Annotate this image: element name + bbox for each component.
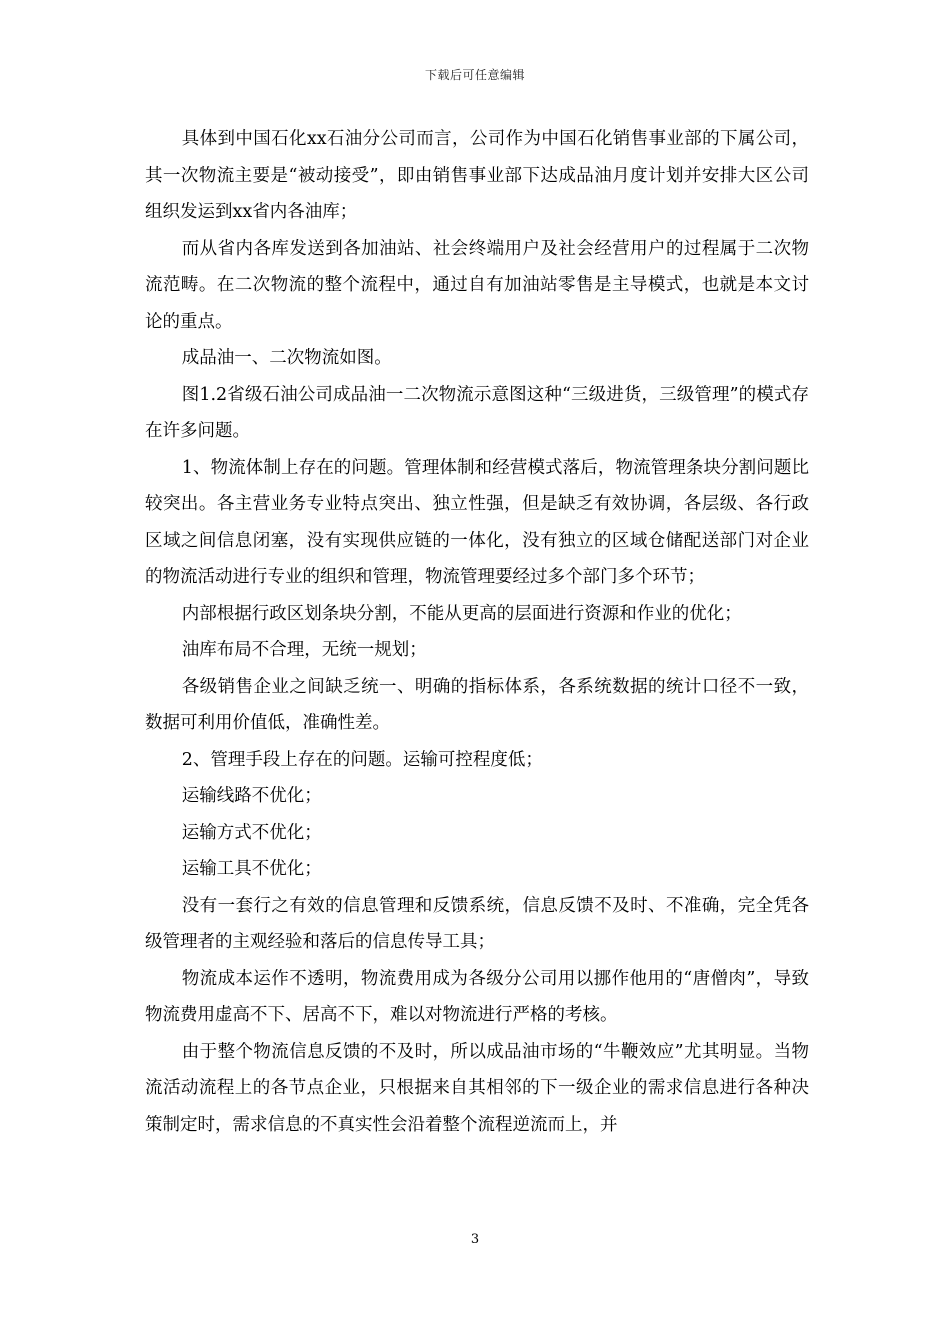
paragraph-13: 没有一套行之有效的信息管理和反馈系统，信息反馈不及时、不准确，完全凭各级管理者的主观经验和落后的信息传导工具； — [145, 895, 809, 952]
paragraph-11: 运输方式不优化； — [181, 822, 322, 843]
paragraph-7: 油库布局不合理，无统一规划； — [181, 640, 427, 660]
paragraph-3: 成品油一、二次物流如图。 — [181, 348, 392, 368]
paragraph-2: 而从省内各库发送到各加油站、社会终端用户及社会经营用户的过程属于二次物流范畴。在二次物流的整个流程中，通过自有加油站零售是主导模式，也就是本文讨论的重点。 — [145, 238, 809, 332]
paragraph-12: 运输工具不优化； — [181, 859, 322, 879]
paragraph-1: 具体到中国石化xx石油分公司而言，公司作为中国石化销售事业部的下属公司，其一次物流主要是“被动接受”，即由销售事业部下达成品油月度计划并安排大区公司组织发运到xx省内各油库； — [145, 129, 809, 222]
page-header-note: 下载后可任意编辑 — [424, 68, 525, 82]
paragraph-4: 图1.2省级石油公司成品油一二次物流示意图这种“三级进货，三级管理”的模式存在许多问题。 — [145, 384, 809, 441]
paragraph-14: 物流成本运作不透明，物流费用成为各级分公司用以挪作他用的“唐僧肉”，导致物流费用虚高不下、居高不下，难以对物流进行严格的考核。 — [145, 968, 809, 1025]
paragraph-15: 由于整个物流信息反馈的不及时，所以成品油市场的“牛鞭效应”尤其明显。当物流活动流程上的各节点企业，只根据来自其相邻的下一级企业的需求信息进行各种决策制定时，需求信息的不真实性会沿着整个流程逆流而上，并 — [145, 1041, 809, 1135]
document-body — [145, 121, 809, 1143]
paragraph-8: 各级销售企业之间缺乏统一、明确的指标体系，各系统数据的统计口径不一致，数据可利用价值低，准确性差。 — [145, 676, 809, 733]
paragraph-10: 运输线路不优化； — [181, 786, 322, 806]
paragraph-9: 2、管理手段上存在的问题。运输可控程度低； — [181, 749, 543, 770]
paragraph-6: 内部根据行政区划条块分割，不能从更高的层面进行资源和作业的优化； — [181, 603, 742, 624]
paragraph-5: 1、物流体制上存在的问题。管理体制和经营模式落后，物流管理条块分割问题比较突出。各主营业务专业特点突出、独立性强，但是缺乏有效协调，各层级、各行政区域之间信息闭塞，没有实现供应链的一体化，没有独立的区域仓储配送部门对企业的物流活动进行专业的组织和管理，物流管理要经过多个部门多个环节； — [145, 457, 809, 587]
page-number: 3 — [470, 1232, 480, 1247]
